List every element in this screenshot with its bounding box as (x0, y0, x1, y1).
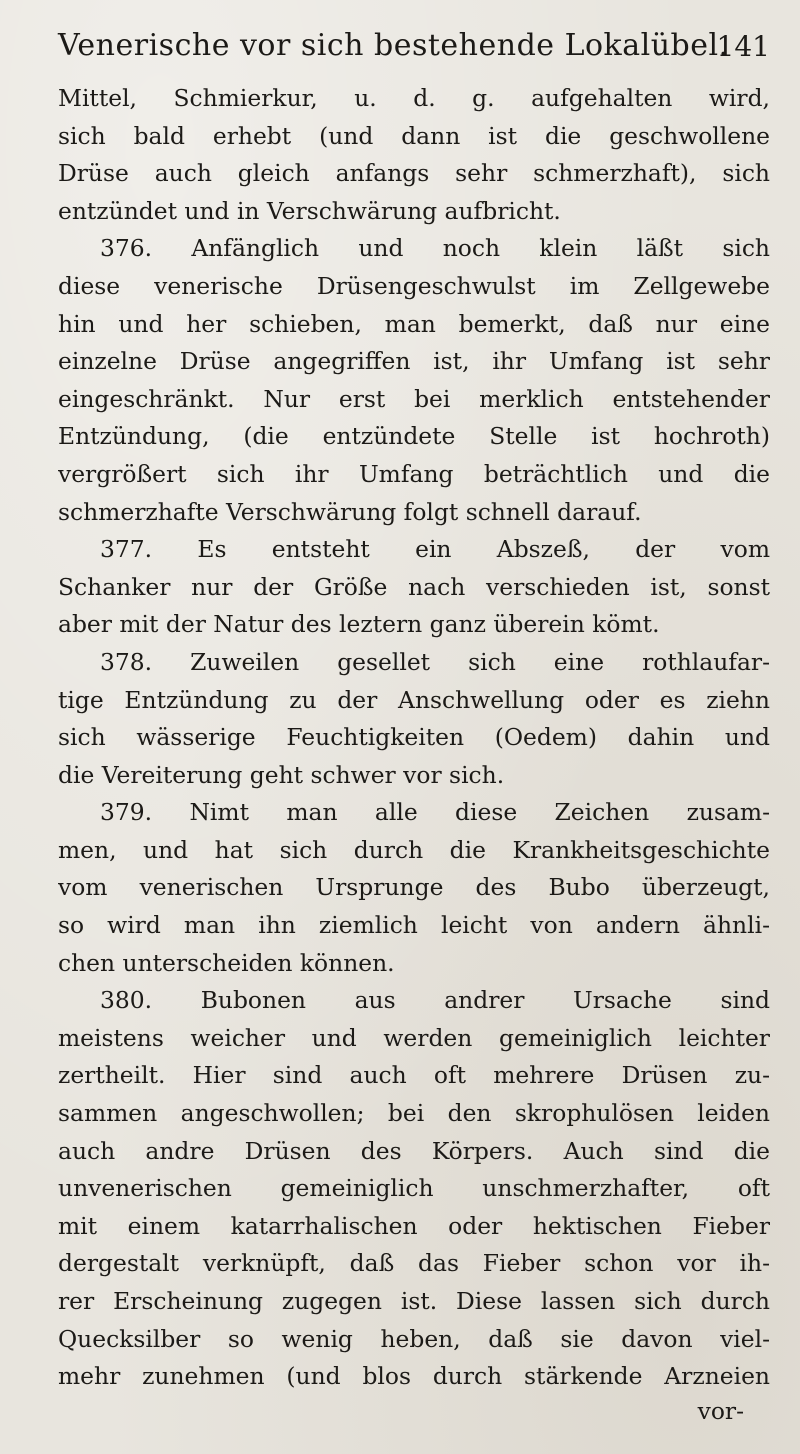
text-line: 377. Es entsteht ein Abszeß, der vom (100, 535, 770, 564)
text-line: zertheilt. Hier sind auch oft mehrere Drüsen zu- (58, 1061, 770, 1090)
text-line: 379. Nimt man alle diese Zeichen zusam- (100, 798, 770, 827)
text-line: 380. Bubonen aus andrer Ursache sind (100, 986, 770, 1015)
text-line: Mittel, Schmierkur, u. d. g. aufgehalten wird, (58, 84, 770, 112)
body-text (58, 80, 770, 1396)
text-line: so wird man ihn ziemlich leicht von andern ähnli- (58, 911, 770, 940)
running-title: Venerische vor sich bestehende Lokalübel. (58, 28, 729, 63)
text-line: entzündet und in Verschwärung aufbricht. (58, 196, 561, 225)
text-line: Entzündung, (die entzündete Stelle ist hochroth) (58, 422, 770, 451)
text-line: Schanker nur der Größe nach verschieden ist, sonst (58, 572, 770, 601)
text-line: die Vereiterung geht schwer vor sich. (58, 760, 505, 789)
text-line: sich wässerige Feuchtigkeiten (Oedem) dahin und (58, 723, 770, 752)
text-line: Quecksilber so wenig heben, daß sie davon viel- (58, 1324, 770, 1353)
text-line: schmerzhafte Verschwärung folgt schnell darauf. (58, 497, 642, 526)
text-line: Drüse auch gleich anfangs sehr schmerzhaft), sich (58, 159, 770, 188)
text-line: meistens weicher und werden gemeiniglich leichter (58, 1023, 770, 1052)
text-line: vom venerischen Ursprunge des Bubo überzeugt, (58, 873, 770, 902)
running-head (58, 28, 770, 72)
text-line: rer Erscheinung zugegen ist. Diese lassen sich durch (58, 1287, 770, 1315)
text-line: sich bald erhebt (und dann ist die geschwollene (58, 121, 770, 150)
text-line: mit einem katarrhalischen oder hektischen Fieber (58, 1211, 770, 1240)
text-line: dergestalt verknüpft, daß das Fieber schon vor ih- (58, 1249, 770, 1278)
text-line: sammen angeschwollen; bei den skrophulösen leiden (58, 1099, 770, 1128)
text-line: chen unterscheiden können. (58, 948, 395, 977)
text-line: 378. Zuweilen gesellet sich eine rothlaufar- (100, 647, 770, 676)
text-line: auch andre Drüsen des Körpers. Auch sind die (58, 1136, 770, 1165)
page-number: 141 (716, 30, 770, 63)
text-line: tige Entzündung zu der Anschwellung oder es ziehn (58, 685, 770, 714)
text-line: men, und hat sich durch die Krankheitsgeschichte (58, 835, 770, 864)
text-line: hin und her schieben, man bemerkt, daß nur eine (58, 309, 770, 338)
catchword: vor- (697, 1396, 744, 1425)
text-line: einzelne Drüse angegriffen ist, ihr Umfang ist sehr (58, 347, 770, 376)
text-line: eingeschränkt. Nur erst bei merklich entstehender (58, 384, 770, 413)
text-line: vergrößert sich ihr Umfang beträchtlich und die (58, 459, 770, 488)
text-line: aber mit der Natur des leztern ganz überein kömt. (58, 610, 660, 639)
text-line: diese venerische Drüsengeschwulst im Zellgewebe (58, 271, 770, 300)
text-line: mehr zunehmen (und blos durch stärkende Arzneien (58, 1362, 770, 1391)
text-line: unvenerischen gemeiniglich unschmerzhafter, oft (58, 1174, 770, 1203)
text-line: 376. Anfänglich und noch klein läßt sich (100, 234, 770, 263)
